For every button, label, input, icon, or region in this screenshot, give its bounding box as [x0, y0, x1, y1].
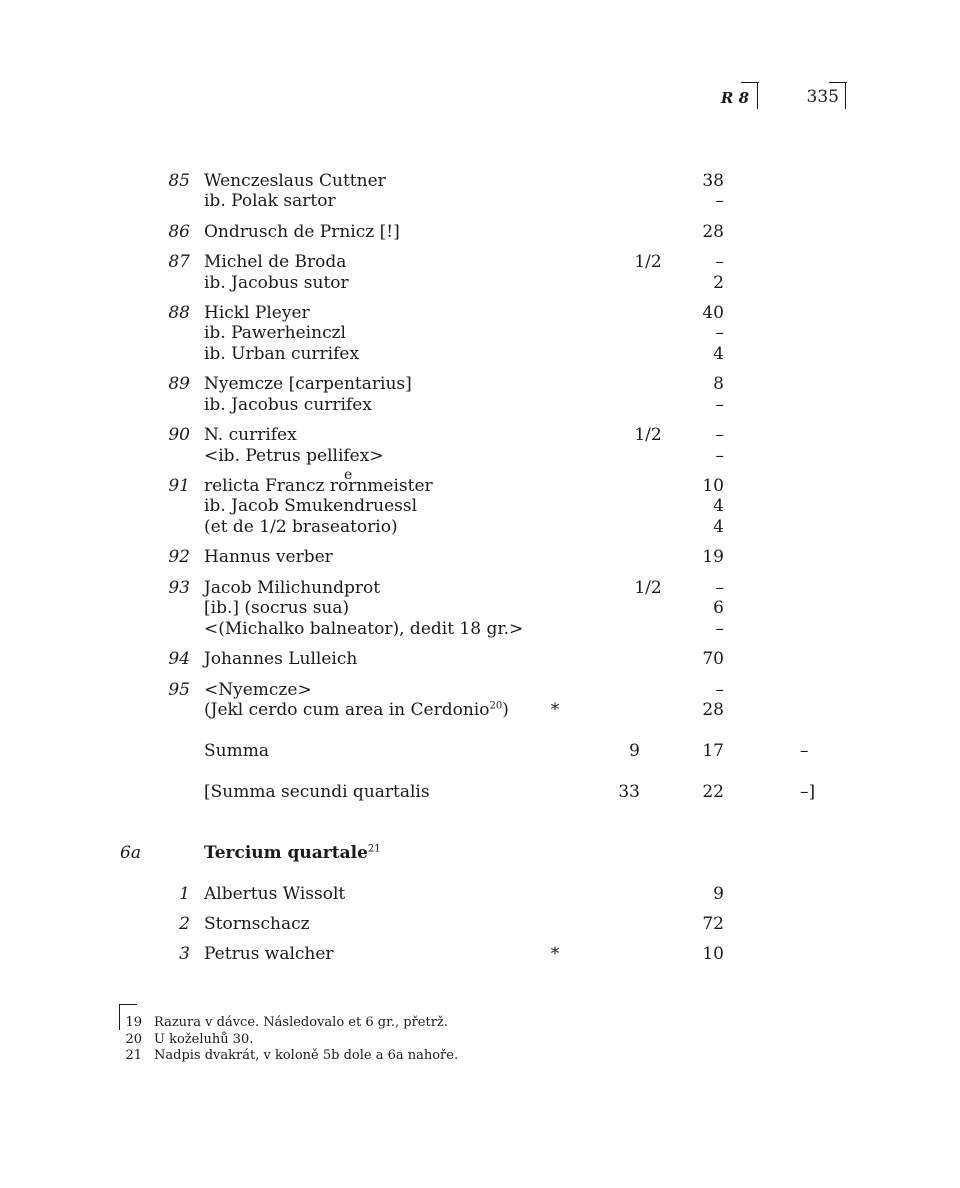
amount-value: –	[715, 191, 724, 211]
entry-number: 90	[168, 425, 190, 445]
entry-number: 92	[168, 547, 190, 567]
entry-text: <(Michalko balneator), dedit 18 gr.>	[204, 619, 524, 639]
amount-value: –	[715, 446, 724, 466]
entry-text: Michel de Broda	[204, 252, 347, 272]
entry-text: Petrus walcher	[204, 944, 334, 964]
entry-number: 94	[168, 649, 190, 669]
fraction-value: 1/2	[634, 425, 662, 445]
amount-value: 10	[702, 944, 724, 964]
amount-value: –	[715, 680, 724, 700]
footnote-text: U koželuhů 30.	[154, 1032, 254, 1047]
amount-value: 22	[702, 782, 724, 802]
entry-text: Jacob Milichundprot	[204, 578, 381, 598]
footnote-ref: 21	[367, 843, 381, 855]
asterisk-mark: *	[550, 944, 560, 964]
entry-text: Albertus Wissolt	[204, 884, 346, 904]
amount-value: 10	[702, 476, 724, 496]
entry-number: 85	[168, 171, 190, 191]
entry-number: 91	[168, 476, 190, 496]
entry-text: Wenczeslaus Cuttner	[204, 171, 386, 191]
footnote	[120, 1048, 458, 1064]
entry-number: 87	[168, 252, 190, 272]
amount-value: –	[715, 252, 724, 272]
entry-text: ib. Pawerheinczl	[204, 323, 346, 343]
dash-column-value: –]	[800, 782, 816, 802]
amount-value: 6	[713, 598, 724, 618]
asterisk-mark: *	[550, 700, 560, 720]
amount-value: 4	[713, 496, 724, 516]
entry-text: ib. Jacobus sutor	[204, 273, 349, 293]
entry-text: N. currifex	[204, 425, 297, 445]
amount-value: 38	[702, 171, 724, 191]
entry-text: ib. Jacobus currifex	[204, 395, 372, 415]
entry-text: Ondrusch de Prnicz [!]	[204, 222, 400, 242]
entry-text: (et de 1/2 braseatorio)	[204, 517, 398, 537]
entry-number: 88	[168, 303, 190, 323]
entry-text: ib. Polak sartor	[204, 191, 336, 211]
sum-column-value: 9	[629, 741, 640, 761]
header-page-number: 335	[800, 82, 846, 109]
entry-text: <Nyemcze>	[204, 680, 312, 700]
amount-value: –	[715, 323, 724, 343]
amount-value: 4	[713, 344, 724, 364]
entry-text: Stornschacz	[204, 914, 310, 934]
amount-value: 17	[702, 741, 724, 761]
entry-number: 2	[179, 914, 190, 934]
header-register-code: R 8	[700, 82, 758, 109]
fraction-value: 1/2	[634, 252, 662, 272]
amount-value: 2	[713, 273, 724, 293]
entry-text: ib. Jacob Smukendruessl	[204, 496, 418, 516]
amount-value: –	[715, 395, 724, 415]
amount-value: –	[715, 619, 724, 639]
fraction-value: 1/2	[634, 578, 662, 598]
entry-text: [ib.] (socrus sua)	[204, 598, 350, 618]
superscript-e-letter: e o	[338, 476, 348, 496]
amount-value: –	[715, 425, 724, 445]
entry-text: <ib. Petrus pellifex>	[204, 446, 384, 466]
entry-number: 1	[179, 884, 190, 904]
entry-number: 89	[168, 374, 190, 394]
amount-value: 4	[713, 517, 724, 537]
footnote-text: Nadpis dvakrát, v koloně 5b dole a 6a nahoře.	[154, 1048, 459, 1063]
entry-text: ib. Urban currifex	[204, 344, 360, 364]
footnote-number: 19	[125, 1015, 142, 1030]
entry-number: 86	[168, 222, 190, 242]
section-label: 6a	[120, 843, 141, 863]
entry-number: 93	[168, 578, 190, 598]
amount-value: 72	[702, 914, 724, 934]
entry-text: Summa	[204, 741, 269, 761]
entry-text: Hannus verber	[204, 547, 333, 567]
footnote	[120, 1032, 253, 1048]
footnote-number: 20	[125, 1032, 142, 1047]
entry-text: (Jekl cerdo cum area in Cerdonio$^{20}$)	[204, 700, 509, 720]
entry-text: Nyemcze [carpentarius]	[204, 374, 412, 394]
section-title: Tercium quartale$^{21}$	[204, 843, 381, 863]
entry-text: [Summa secundi quartalis	[204, 782, 430, 802]
footnote-ref: 20	[489, 700, 503, 712]
amount-value: 40	[702, 303, 724, 323]
entry-text: Johannes Lulleich	[204, 649, 358, 669]
amount-value: 28	[702, 222, 724, 242]
amount-value: 28	[702, 700, 724, 720]
amount-value: 9	[713, 884, 724, 904]
footnote	[120, 1015, 448, 1031]
amount-value: 8	[713, 374, 724, 394]
footnote-number: 21	[125, 1048, 142, 1063]
dash-column-value: –	[800, 741, 809, 761]
footnote-text: Razura v dávce. Následovalo et 6 gr., přetrž.	[154, 1015, 448, 1030]
sum-column-value: 33	[618, 782, 640, 802]
amount-value: –	[715, 578, 724, 598]
amount-value: 19	[702, 547, 724, 567]
entry-number: 95	[168, 680, 190, 700]
entry-number: 3	[179, 944, 190, 964]
entry-text: Hickl Pleyer	[204, 303, 310, 323]
amount-value: 70	[702, 649, 724, 669]
entry-text: relicta Francz re ornmeister	[204, 475, 433, 497]
